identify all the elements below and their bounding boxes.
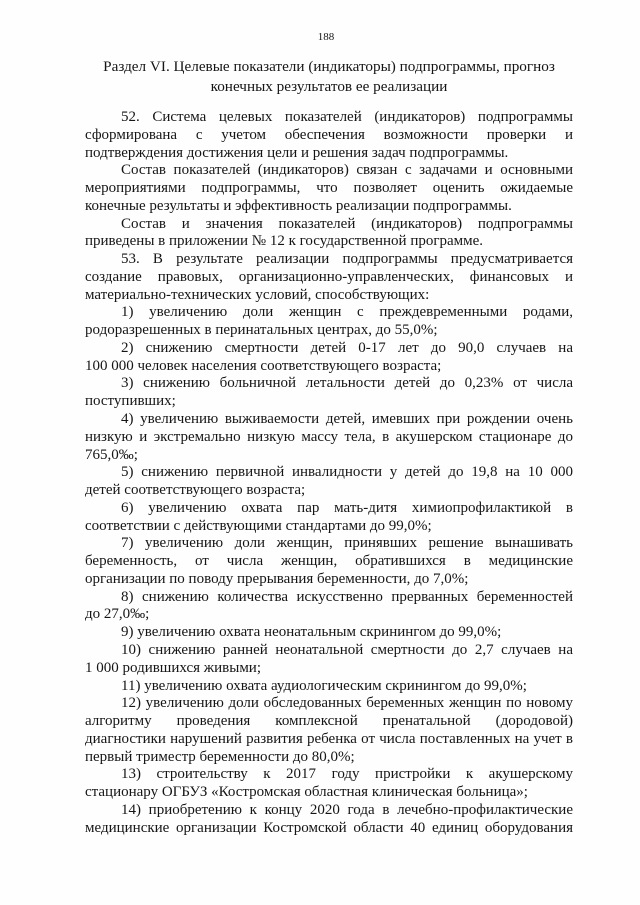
text-line: 6) увеличению охвата пар мать-дитя химиопрофилактикой в <box>121 499 573 516</box>
list-item-13 <box>85 766 573 802</box>
text-line: медицинские организации Костромской области 40 единиц оборудования <box>85 819 573 836</box>
text-line: 1) увеличению доли женщин с преждевременными родами, <box>121 304 573 321</box>
text-line: 9) увеличению охвата неонатальным скринингом до 99,0%; <box>121 624 502 641</box>
list-item-10 <box>85 642 573 678</box>
section-title-line: Раздел VI. Целевые показатели (индикаторы) подпрограммы, прогноз <box>103 58 555 75</box>
text-line: 14) приобретению к концу 2020 года в лечебно-профилактические <box>121 801 573 818</box>
text-line: 100 000 человек населения соответствующего возраста; <box>85 357 442 374</box>
list-item-6 <box>85 500 573 536</box>
text-line: 2) снижению смертности детей 0-17 лет до 90,0 случаев на <box>121 339 573 356</box>
text-line: материально-технических условий, способствующих: <box>85 286 430 303</box>
page-number: 188 <box>317 31 335 43</box>
paragraph-indicators-values <box>85 216 573 252</box>
list-item-12 <box>85 695 573 766</box>
text-line: низкую и экстремально низкую массу тела, в акушерском стационаре до <box>85 428 573 445</box>
text-line: диагностики нарушений развития ребенка от числа поставленных на учет в <box>85 730 573 747</box>
list-item-8 <box>85 589 573 625</box>
text-line: Состав и значения показателей (индикаторов) подпрограммы <box>121 215 573 232</box>
text-line: 7) увеличению доли женщин, принявших решение вынашивать <box>121 535 573 552</box>
text-line: организации по поводу прерывания беременности, до 7,0%; <box>85 570 469 587</box>
text-line: 13) строительству к 2017 году пристройки к акушерскому <box>121 766 573 783</box>
list-item-14 <box>85 802 573 838</box>
text-line: 4) увеличению выживаемости детей, имевших при рождении очень <box>121 411 573 428</box>
body-text <box>85 109 573 837</box>
text-line: стационару ОГБУЗ «Костромская областная клиническая больница»; <box>85 784 528 801</box>
text-line: 10) снижению ранней неонатальной смертности до 2,7 случаев на <box>121 641 573 658</box>
text-line: приведены в приложении № 12 к государственной программе. <box>85 233 484 250</box>
text-line: подтверждения достижения цели и решения задач подпрограммы. <box>85 144 509 161</box>
text-line: 765,0‰; <box>85 446 138 463</box>
text-line: 1 000 родившихся живыми; <box>85 659 262 676</box>
text-line: родоразрешенных в перинатальных центрах, до 55,0%; <box>85 322 438 339</box>
text-line: создание правовых, организационно-управленческих, финансовых и <box>85 268 573 285</box>
text-line: поступивших; <box>85 393 176 410</box>
list-item-2 <box>85 340 573 376</box>
text-line: сформирована с учетом обеспечения возможности проверки и <box>85 126 573 143</box>
text-line: 12) увеличению доли обследованных беременных женщин по новому <box>121 695 573 712</box>
text-line: соответствии с действующими стандартами до 99,0%; <box>85 517 432 534</box>
text-line: детей соответствующего возраста; <box>85 482 306 499</box>
text-line: 53. В результате реализации подпрограммы предусматривается <box>121 251 573 268</box>
list-item-11 <box>85 678 573 696</box>
list-item-1 <box>85 304 573 340</box>
text-line: 3) снижению больничной летальности детей до 0,23% от числа <box>121 375 573 392</box>
text-line: 8) снижению количества искусственно прерванных беременностей <box>121 588 573 605</box>
paragraph-53 <box>85 251 573 304</box>
list-item-5 <box>85 464 573 500</box>
text-line: Состав показателей (индикаторов) связан с задачами и основными <box>121 162 573 179</box>
text-line: первый триместр беременности до 80,0%; <box>85 748 355 765</box>
text-line: до 27,0‰; <box>85 606 150 623</box>
section-title-line: конечных результатов ее реализации <box>210 78 448 95</box>
list-item-4 <box>85 411 573 464</box>
list-item-7 <box>85 535 573 588</box>
text-line: беременность, от числа женщин, обратившихся в медицинские <box>85 553 573 570</box>
text-line: 52. Система целевых показателей (индикаторов) подпрограммы <box>121 109 573 125</box>
text-line: конечные результаты и эффективность реализации подпрограммы. <box>85 197 512 214</box>
section-title <box>85 57 573 97</box>
text-line: 5) снижению первичной инвалидности у детей до 19,8 на 10 000 <box>121 464 573 481</box>
text-line: мероприятиями подпрограммы, что позволяет оценить ожидаемые <box>85 180 573 197</box>
text-line: 11) увеличению охвата аудиологическим скринингом до 99,0%; <box>121 677 527 694</box>
paragraph-52 <box>85 109 573 162</box>
list-item-3 <box>85 375 573 411</box>
text-line: алгоритму проведения комплексной пренатальной (дородовой) <box>85 713 573 730</box>
paragraph-indicators-composition <box>85 162 573 215</box>
list-item-9 <box>85 624 573 642</box>
